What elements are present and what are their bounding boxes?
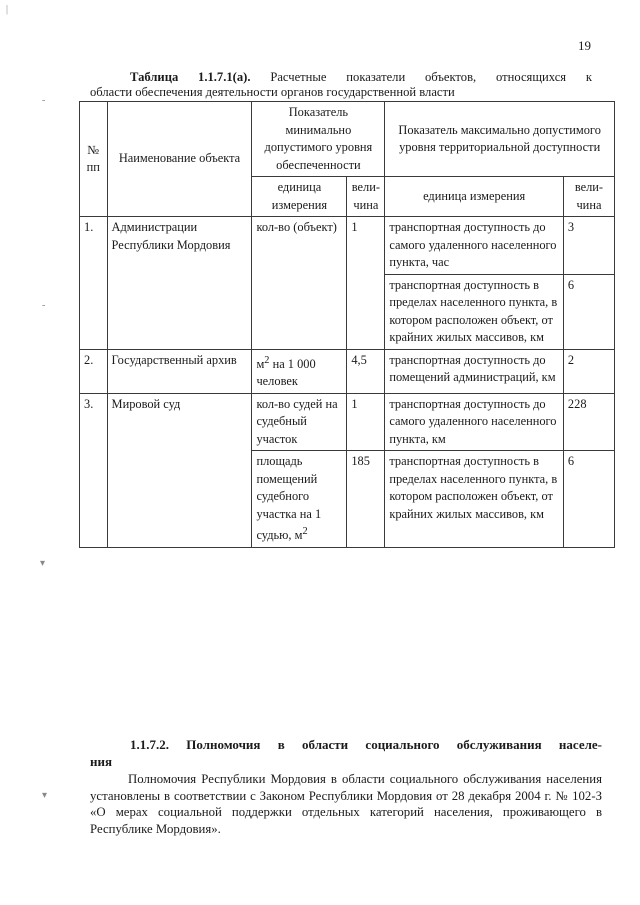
table-caption	[90, 70, 592, 100]
col-min-group: Показатель минимально допустимого уровня обеспеченности	[252, 102, 385, 177]
scan-mark: -	[42, 95, 46, 106]
row-min-unit: площадь помещений судебного участка на 1 судью, $м^2$	[252, 451, 347, 548]
col-min-unit: единица измерения	[252, 177, 347, 217]
section-heading: 1.1.7.2. Полномочия в области социального обслуживания населе- ния	[90, 737, 602, 769]
row-min-value: 4,5	[347, 349, 385, 393]
row-min-unit: кол-во (объект)	[252, 217, 347, 350]
row-max-unit: транспортная доступность до самого удаленного населенного пункта, час	[385, 217, 564, 275]
table-row	[80, 393, 615, 451]
row-min-value: 1	[347, 217, 385, 350]
indicators-table	[79, 101, 615, 548]
row-name: Мировой суд	[107, 393, 252, 547]
row-max-unit: транспортная доступность до помещений администраций, км	[385, 349, 564, 393]
section-paragraph: Полномочия Республики Мордовия в области социального обслуживания населения установлены в соответствии с Законом Республики Мордовия от 28 декабря 2004 г. № 102-З «О мерах социальной поддержки отдельных категорий населения, проживающего в Республике Мордовия».	[90, 772, 602, 836]
row-min-value: 185	[347, 451, 385, 548]
row-max-unit: транспортная доступность в пределах населенного пункта, в котором расположен объект, от крайних жилых массивов, км	[385, 274, 564, 349]
row-name: Государственный архив	[107, 349, 252, 393]
caption-label: Таблица 1.1.7.1(а).	[130, 70, 251, 84]
caption-line2: области обеспечения деятельности органов государственной власти	[90, 85, 455, 99]
row-num: 1.	[80, 217, 108, 350]
row-max-unit: транспортная доступность до самого удаленного населенного пункта, км	[385, 393, 564, 451]
page-number: 19	[578, 38, 591, 53]
row-max-value: 6	[563, 451, 614, 548]
row-max-value: 228	[563, 393, 614, 451]
scan-mark: -	[42, 300, 46, 311]
row-max-value: 6	[563, 274, 614, 349]
row-max-value: 3	[563, 217, 614, 275]
row-min-value: 1	[347, 393, 385, 451]
row-min-unit: кол-во судей на судебный участок	[252, 393, 347, 451]
col-max-value: вели-чина	[563, 177, 614, 217]
row-max-unit: транспортная доступность в пределах населенного пункта, в котором расположен объект, от крайних жилых массивов, км	[385, 451, 564, 548]
scan-mark: ▾	[42, 790, 48, 801]
col-min-value: вели-чина	[347, 177, 385, 217]
col-max-group: Показатель максимально допустимого уровня территориальной доступности	[385, 102, 615, 177]
row-min-unit: $м^2$ на 1 000 человек	[252, 349, 347, 393]
table-header-row	[80, 102, 615, 177]
col-max-unit: единица измерения	[385, 177, 564, 217]
table-row	[80, 349, 615, 393]
row-max-value: 2	[563, 349, 614, 393]
scan-mark: |	[6, 4, 9, 15]
row-name: Администрации Республики Мордовия	[107, 217, 252, 350]
col-name: Наименование объекта	[107, 102, 252, 217]
table-row	[80, 217, 615, 275]
col-num: № пп	[80, 102, 108, 217]
scan-mark: ▾	[40, 558, 46, 569]
caption-line1: Расчетные показатели объектов, относящихся к	[270, 70, 592, 84]
row-num: 2.	[80, 349, 108, 393]
row-num: 3.	[80, 393, 108, 547]
